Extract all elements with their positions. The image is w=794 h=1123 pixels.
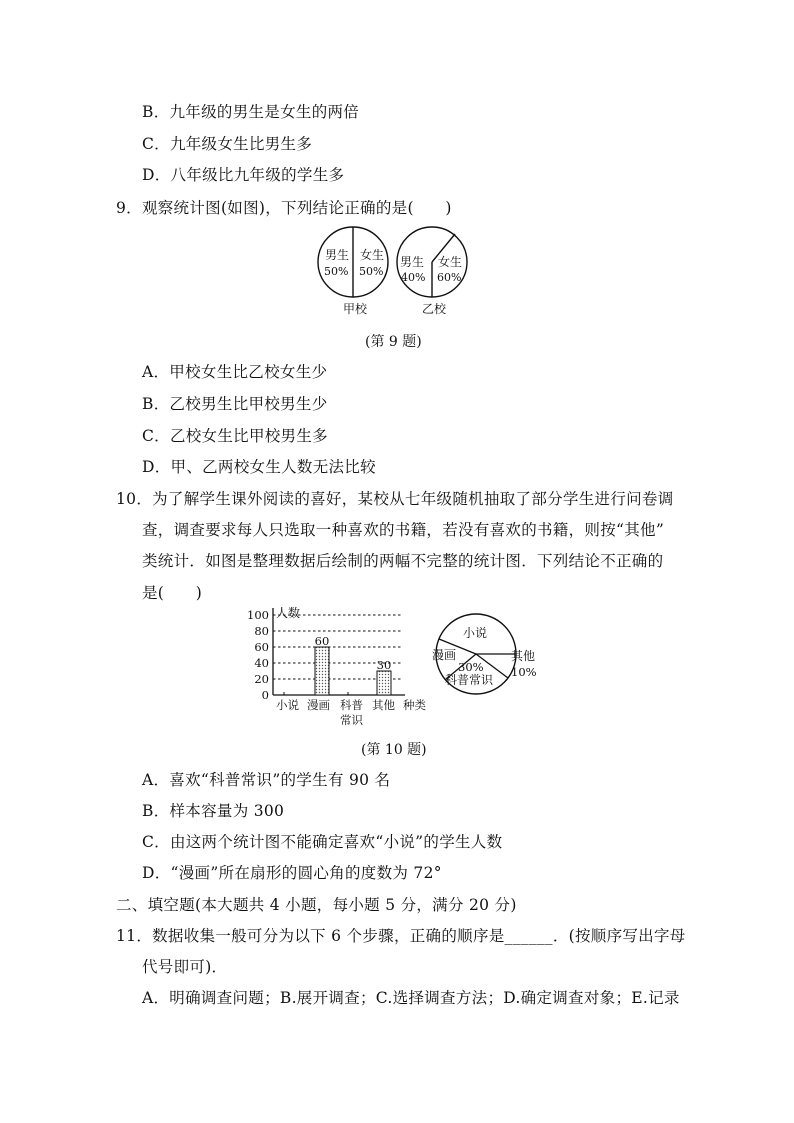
pie-label-science: 科普常识 (445, 673, 494, 687)
pie-chart (432, 614, 537, 694)
x-axis-label: 种类 (403, 698, 426, 712)
bar-3 (377, 671, 391, 695)
bar-chart (247, 605, 426, 727)
pie-pct-other: 10% (511, 665, 537, 679)
q8-option-b: B．九年级的男生是女生的两倍 (142, 103, 360, 121)
q11-line2: 代号即可)． (142, 958, 228, 976)
q10-stem-line1: 10．为了解学生课外阅读的喜好，某校从七年级随机抽取了部分学生进行问卷调 (116, 490, 674, 508)
q11-line3: A．明确调查问题；B.展开调查；C.选择调查方法；D.确定调查对象；E.记录 (142, 989, 680, 1007)
pie-pct-science: 30% (458, 660, 484, 674)
q9-option-b: B．乙校男生比甲校男生少 (142, 395, 328, 413)
school-b-female-pct: 60% (437, 271, 462, 284)
q9-option-a: A．甲校女生比乙校女生少 (142, 363, 328, 381)
y-tick-label: 0 (261, 688, 269, 702)
q10-option-a: A．喜欢“科普常识”的学生有 90 名 (142, 771, 391, 789)
y-tick-label: 20 (254, 672, 269, 686)
q10-stem-line2: 查，调查要求每人只选取一种喜欢的书籍，若没有喜欢的书籍，则按“其他” (142, 521, 665, 539)
school-b-female-label: 女生 (438, 255, 463, 269)
x-cat-other: 其他 (372, 698, 395, 712)
q9-caption: (第 9 题) (365, 334, 422, 350)
school-b-male-label: 男生 (400, 255, 425, 269)
q8-option-d: D．八年级比九年级的学生多 (142, 166, 345, 184)
school-a-male-label: 男生 (325, 248, 350, 262)
school-a-male-pct: 50% (324, 265, 349, 278)
section-heading: 二、填空题(本大题共 4 小题，每小题 5 分，满分 20 分) (116, 896, 517, 914)
pie-label-novel: 小说 (463, 626, 488, 640)
bar-value-label: 60 (314, 634, 330, 648)
q8-option-c: C．九年级女生比男生多 (142, 135, 313, 153)
school-a-name: 甲校 (343, 302, 368, 316)
y-tick-label: 40 (254, 656, 269, 670)
y-axis-label: 人数 (276, 606, 301, 620)
q10-caption: (第 10 题) (361, 742, 427, 758)
pie-label-comic: 漫画 (432, 648, 457, 662)
q9-figure (310, 222, 480, 322)
q10-option-c: C．由这两个统计图不能确定喜欢“小说”的学生人数 (142, 833, 503, 851)
school-a-female-label: 女生 (360, 248, 385, 262)
x-cat-science-2: 常识 (340, 713, 363, 727)
y-tick-label: 80 (254, 624, 269, 638)
q11-line1: 11．数据收集一般可分为以下 6 个步骤，正确的顺序是______．(按顺序写出字母 (116, 927, 686, 945)
q10-option-d: D．“漫画”所在扇形的圆心角的度数为 72° (142, 864, 442, 882)
bar-value-label: 30 (376, 658, 392, 672)
q10-stem-line4: 是( ) (142, 584, 203, 602)
school-b-name: 乙校 (422, 302, 447, 316)
y-tick-label: 100 (247, 608, 269, 622)
school-b-male-pct: 40% (401, 271, 426, 284)
y-tick-label: 60 (254, 640, 269, 654)
school-a-female-pct: 50% (359, 265, 384, 278)
q9-option-d: D．甲、乙两校女生人数无法比较 (142, 458, 376, 476)
x-cat-comic: 漫画 (307, 698, 330, 712)
q9-stem: 9．观察统计图(如图)，下列结论正确的是( ) (116, 199, 452, 217)
pie-label-other: 其他 (511, 649, 536, 663)
q9-option-c: C．乙校女生比甲校男生多 (142, 427, 328, 445)
q10-figure (240, 604, 550, 732)
x-cat-science-1: 科普 (340, 698, 363, 712)
bar-1 (315, 647, 329, 695)
q10-option-b: B．样本容量为 300 (142, 802, 285, 820)
x-cat-novel: 小说 (276, 698, 299, 712)
q10-stem-line3: 类统计．如图是整理数据后绘制的两幅不完整的统计图．下列结论不正确的 (142, 552, 664, 570)
